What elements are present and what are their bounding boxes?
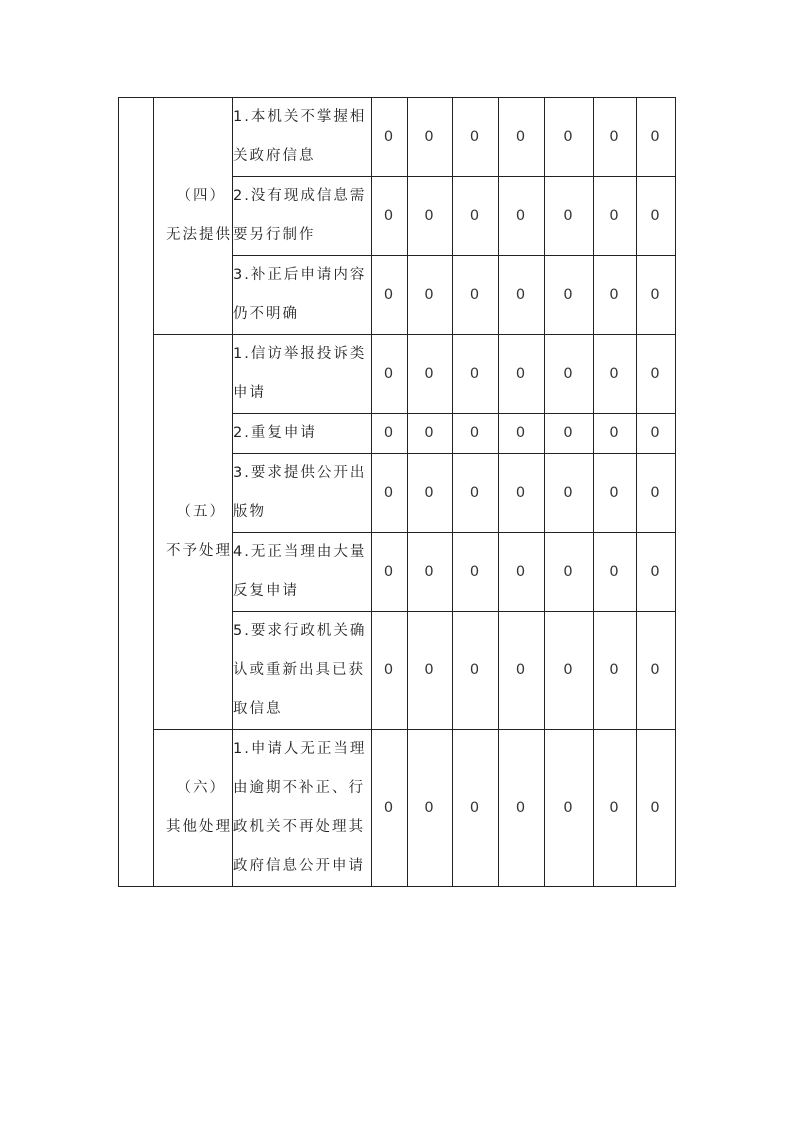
group-label: 不予处理 (166, 543, 232, 559)
value-cell: 0 (637, 533, 676, 612)
group-label: 其他处理 (166, 819, 232, 835)
value-cell: 0 (372, 256, 408, 335)
group-number: （五） (176, 504, 226, 520)
group-cell (154, 335, 233, 730)
value-cell: 0 (499, 454, 545, 533)
value-cell: 0 (453, 98, 499, 177)
value-cell: 0 (594, 335, 637, 414)
value-cell: 0 (372, 335, 408, 414)
value-cell: 0 (499, 612, 545, 730)
item-label: 2.重复申请 (233, 414, 372, 454)
value-cell: 0 (594, 454, 637, 533)
value-cell: 0 (453, 335, 499, 414)
value-cell: 0 (372, 533, 408, 612)
value-cell: 0 (637, 414, 676, 454)
outer-blank-cell (119, 98, 154, 887)
value-cell: 0 (594, 730, 637, 887)
value-cell: 0 (408, 177, 453, 256)
table-row (119, 98, 676, 177)
value-cell: 0 (499, 98, 545, 177)
item-label: 4.无正当理由大量反复申请 (233, 533, 372, 612)
value-cell: 0 (453, 414, 499, 454)
value-cell: 0 (453, 177, 499, 256)
value-cell: 0 (594, 98, 637, 177)
value-cell: 0 (637, 730, 676, 887)
item-label: 1.信访举报投诉类申请 (233, 335, 372, 414)
value-cell: 0 (545, 177, 594, 256)
value-cell: 0 (545, 414, 594, 454)
value-cell: 0 (594, 414, 637, 454)
group-cell (154, 730, 233, 887)
group-cell (154, 98, 233, 335)
value-cell: 0 (408, 256, 453, 335)
value-cell: 0 (453, 256, 499, 335)
value-cell: 0 (637, 612, 676, 730)
value-cell: 0 (372, 98, 408, 177)
value-cell: 0 (499, 730, 545, 887)
value-cell: 0 (545, 335, 594, 414)
item-label: 3.要求提供公开出版物 (233, 454, 372, 533)
value-cell: 0 (545, 612, 594, 730)
value-cell: 0 (453, 533, 499, 612)
item-label: 1.本机关不掌握相关政府信息 (233, 98, 372, 177)
group-number: （四） (176, 188, 226, 204)
value-cell: 0 (499, 414, 545, 454)
value-cell: 0 (499, 177, 545, 256)
group-label: 无法提供 (166, 227, 232, 243)
value-cell: 0 (545, 98, 594, 177)
value-cell: 0 (545, 256, 594, 335)
table-row (119, 730, 676, 887)
value-cell: 0 (453, 730, 499, 887)
value-cell: 0 (499, 335, 545, 414)
value-cell: 0 (545, 533, 594, 612)
value-cell: 0 (372, 177, 408, 256)
value-cell: 0 (545, 454, 594, 533)
item-label: 3.补正后申请内容仍不明确 (233, 256, 372, 335)
value-cell: 0 (453, 454, 499, 533)
value-cell: 0 (408, 335, 453, 414)
item-label: 1.申请人无正当理由逾期不补正、行政机关不再处理其政府信息公开申请 (233, 730, 372, 887)
item-label: 5.要求行政机关确认或重新出具已获取信息 (233, 612, 372, 730)
value-cell: 0 (637, 256, 676, 335)
value-cell: 0 (408, 533, 453, 612)
value-cell: 0 (408, 612, 453, 730)
value-cell: 0 (408, 454, 453, 533)
value-cell: 0 (372, 414, 408, 454)
value-cell: 0 (637, 177, 676, 256)
value-cell: 0 (453, 612, 499, 730)
value-cell: 0 (408, 98, 453, 177)
group-number: （六） (176, 780, 226, 796)
table-row (119, 335, 676, 414)
value-cell: 0 (594, 177, 637, 256)
value-cell: 0 (408, 730, 453, 887)
value-cell: 0 (594, 533, 637, 612)
value-cell: 0 (372, 612, 408, 730)
value-cell: 0 (594, 256, 637, 335)
value-cell: 0 (545, 730, 594, 887)
value-cell: 0 (637, 98, 676, 177)
value-cell: 0 (499, 533, 545, 612)
value-cell: 0 (594, 612, 637, 730)
value-cell: 0 (408, 414, 453, 454)
value-cell: 0 (372, 454, 408, 533)
item-label: 2.没有现成信息需要另行制作 (233, 177, 372, 256)
value-cell: 0 (637, 454, 676, 533)
report-table (118, 97, 676, 887)
value-cell: 0 (637, 335, 676, 414)
value-cell: 0 (499, 256, 545, 335)
value-cell: 0 (372, 730, 408, 887)
